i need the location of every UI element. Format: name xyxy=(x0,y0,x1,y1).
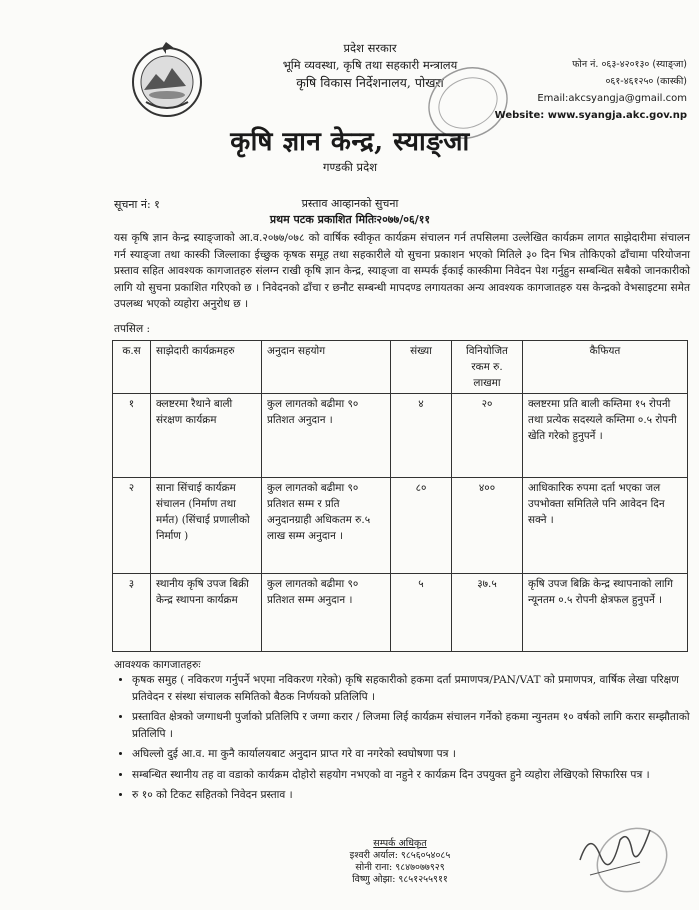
cell-count: ४ xyxy=(391,394,452,478)
cell-remarks: आधिकारिक रुपमा दर्ता भएका जल उपभोक्ता समितिले पनि आवेदन दिन सक्ने । xyxy=(523,478,688,574)
cell-program: स्थानीय कृषि उपज बिक्री केन्द्र स्थापना कार्यक्रम xyxy=(151,574,262,652)
cell-sn: १ xyxy=(113,394,151,478)
requirements-list xyxy=(110,672,699,808)
list-item: • प्रस्तावित क्षेत्रको जग्गाधनी पुर्जाको प्रतिलिपि र जग्गा करार / लिजमा लिई कार्यक्रम संचालन गर्नेको हकमा न्युनतम १० वर्षको लागि करार सम्झौताको प्रतिलिपि । xyxy=(132,709,699,742)
col-header-grant: अनुदान सहयोग xyxy=(262,341,391,394)
notice-heading xyxy=(200,196,500,228)
notice-paragraph: यस कृषि ज्ञान केन्द्र स्याङ्जाको आ.व.२०७७/०७८ को वार्षिक स्वीकृत कार्यक्रम संचालन गर्न तपसिलमा उल्लेखित कार्यक्रम लागत साझेदारीमा संचालन गर्न स्याङ्जा तथा कास्की जिल्लाका ईच्छुक कृषक समूह तथा सहकारीले यो सुचना प्रकाशन भएको मितिले ३० दिन भित्र तोकिएको ढाँचामा परियोजना प्रस्ताव सहित आवश्यक कागजातहरु संलग्न राखी कृषि ज्ञान केन्द्र, स्याङ्जा वा सम्पर्क ईकाई कास्कीमा निवेदन पेश गर्नुहुन सम्बन्धित सबैको जानकारीको लागि यो सुचना प्रकाशित गरिएको छ । निवेदनको ढाँचा र छनौट सम्बन्धी मापदण्ड लगायतका अन्य आवश्यक कागजातहरु यस केन्द्रको वेभसाइटमा समेत उपलब्ध भएको व्यहोरा अनुरोध छ । xyxy=(114,232,690,310)
cell-sn: ३ xyxy=(113,574,151,652)
cell-remarks: क्लष्टरमा प्रति बाली कम्तिमा १५ रोपनी तथा प्रत्येक सदस्यले कम्तिमा ०.५ रोपनी खेति गरेको हुनुपर्ने । xyxy=(523,394,688,478)
cell-sn: २ xyxy=(113,478,151,574)
cell-grant: कुल लागतको बढीमा ९० प्रतिशत सम्म अनुदान । xyxy=(262,574,391,652)
table-row xyxy=(113,394,688,478)
cell-count: ५ xyxy=(391,574,452,652)
list-item: • सम्बन्धित स्थानीय तह वा वडाको कार्यक्रम दोहोरो सहयोग नभएको वा नहुने र कार्यक्रम दिन उपयुक्त हुने व्यहोरा लेखिएको सिफारिस पत्र । xyxy=(132,767,699,784)
cell-program: साना सिंचाई कार्यक्रम संचालन (निर्माण तथा मर्मत) (सिंचाई प्रणालीको निर्माण ) xyxy=(151,478,262,574)
header-line-2: भूमि व्यवस्था, कृषि तथा सहकारी मन्त्रालय xyxy=(282,58,458,72)
list-item: • रु १० को टिकट सहितको निवेदन प्रस्ताव । xyxy=(132,787,699,804)
page-subtitle: गण्डकी प्रदेश xyxy=(322,160,378,174)
cell-amount: ४०० xyxy=(452,478,523,574)
contact-person-3: विष्णु ओझा: ९८५१२५५९११ xyxy=(352,874,448,885)
header-contact xyxy=(495,56,687,124)
page-title: कृषि ज्ञान केन्द्र, स्याङ्जा xyxy=(230,127,470,157)
list-item: • अघिल्लो दुई आ.व. मा कुनै कार्यालयबाट अनुदान प्राप्त गरे वा नगरेको स्वघोषणा पत्र । xyxy=(132,746,699,763)
contact-person-2: सोनी राना: ९८४७०७७९२९ xyxy=(355,862,445,873)
table-row xyxy=(113,478,688,574)
col-header-program: साझेदारी कार्यक्रमहरु xyxy=(151,341,262,394)
cell-amount: ३७.५ xyxy=(452,574,523,652)
table-header-row xyxy=(113,341,688,394)
email-text: Email:akcsyangja@gmail.com xyxy=(537,93,687,104)
cell-count: ८० xyxy=(391,478,452,574)
notice-date: प्रथम पटक प्रकाशित मितिः२०७७/०६/११ xyxy=(269,213,431,226)
header-line-1: प्रदेश सरकार xyxy=(343,41,397,55)
col-header-sn: क.स xyxy=(113,341,151,394)
phone-syangja: फोन नं. ०६३-४२०१३० (स्याङ्जा) xyxy=(572,59,687,70)
contact-heading: सम्पर्क अधिकृत xyxy=(373,838,427,849)
notice-number: सूचना नं: १ xyxy=(114,198,160,211)
phone-kaski: ०६१-४६१२५० (कास्की) xyxy=(605,76,687,87)
contact-officers xyxy=(300,838,500,886)
cell-remarks: कृषि उपज बिक्रि केन्द्र स्थापनाको लागि न्यूनतम ०.५ रोपनी क्षेत्रफल हुनुपर्ने । xyxy=(523,574,688,652)
program-table xyxy=(112,340,688,652)
cell-amount: २० xyxy=(452,394,523,478)
cell-grant: कुल लागतको बढीमा ९० प्रतिशत अनुदान । xyxy=(262,394,391,478)
col-header-remarks: कैफियत xyxy=(523,341,688,394)
col-header-amount: विनियोजित रकम रु. लाखमा xyxy=(452,341,523,394)
signature-icon xyxy=(570,800,680,900)
website-text: Website: www.syangja.akc.gov.np xyxy=(494,110,687,121)
government-emblem-icon xyxy=(126,40,208,120)
cell-program: क्लष्टरमा रैथाने बाली संरक्षण कार्यक्रम xyxy=(151,394,262,478)
notice-title: प्रस्ताव आव्हानको सुचना xyxy=(301,197,399,210)
col-header-count: संख्या xyxy=(391,341,452,394)
table-row xyxy=(113,574,688,652)
schedule-label: तपसिल : xyxy=(114,323,151,335)
contact-person-1: इश्वरी अर्याल: ९८५६०५४०८५ xyxy=(349,850,451,861)
list-item: • कृषक समुह ( नविकरण गर्नुपर्ने भएमा नविकरण गरेको) कृषि सहकारीको हकमा दर्ता प्रमाणपत्र/PAN/VAT को प्रमाणपत्र, वार्षिक लेखा परिक्षण प्रतिवेदन र संस्था संचालक समितिको बैठक निर्णयको प्रतिलिपि । xyxy=(132,672,699,705)
cell-grant: कुल लागतको बढीमा ९० प्रतिशत सम्म र प्रति अनुदानग्राही अधिकतम रु.५ लाख सम्म अनुदान । xyxy=(262,478,391,574)
requirements-heading: आवश्यक कागजातहरुः xyxy=(114,659,201,671)
header-line-3: कृषि विकास निर्देशनालय, पोखरा xyxy=(296,75,444,90)
